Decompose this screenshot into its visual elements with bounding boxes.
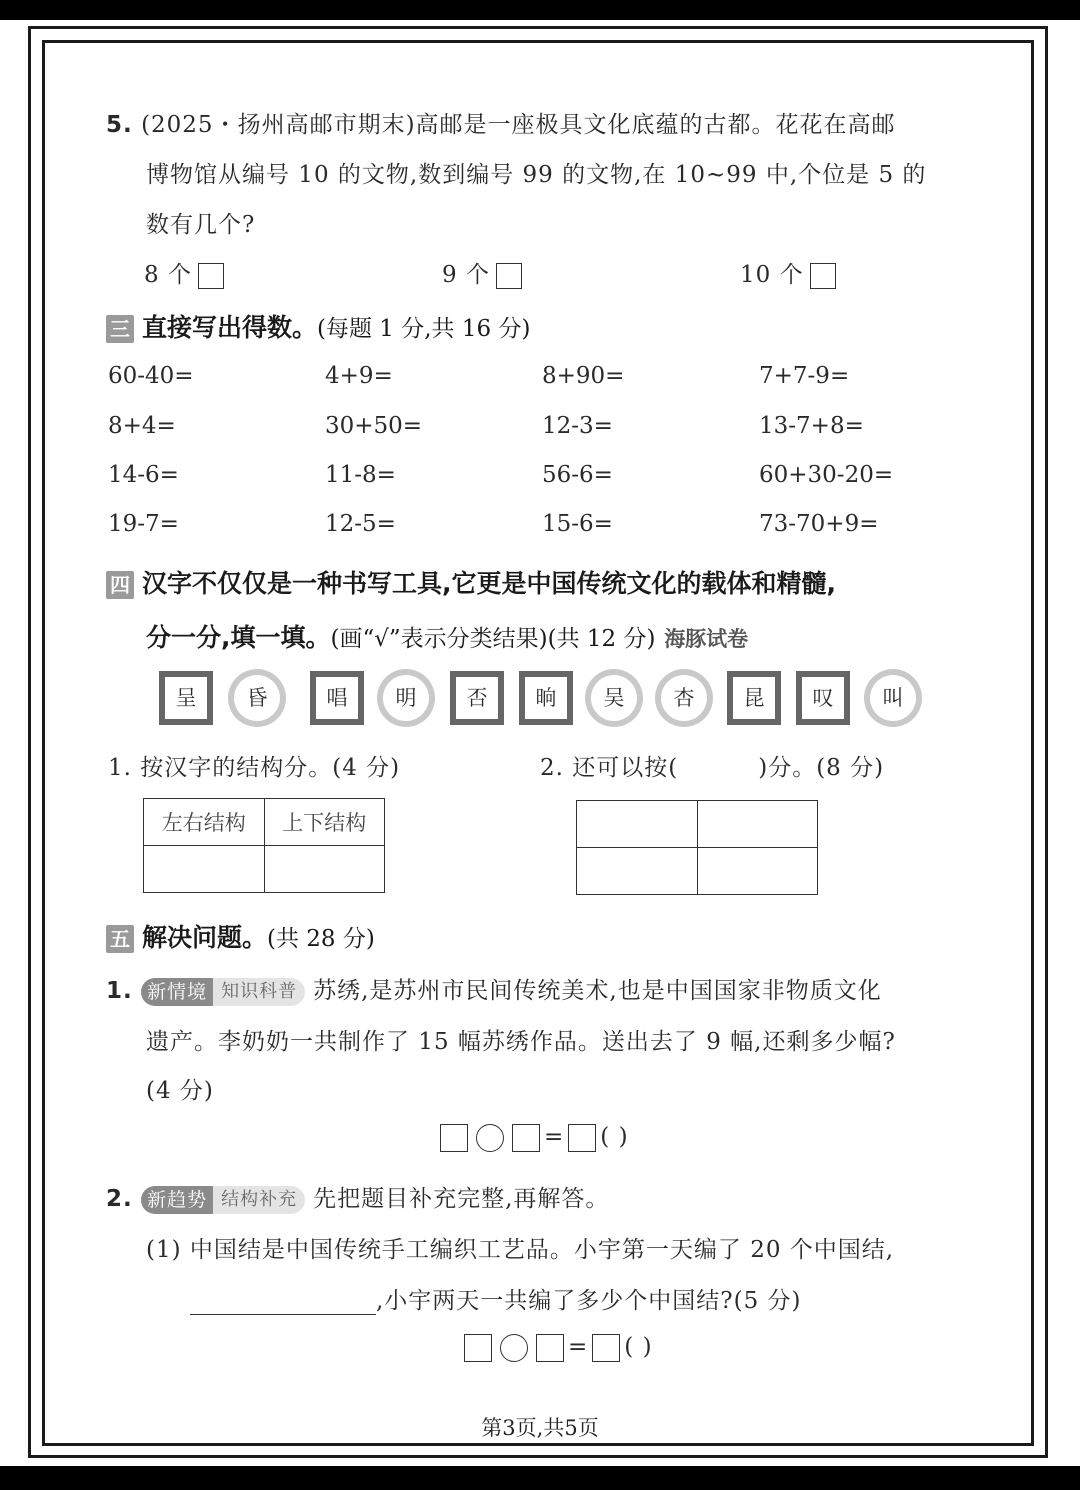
- custom-table-cell-3[interactable]: [577, 848, 698, 895]
- char-tile-4-label: 明: [383, 675, 429, 721]
- calc-r3c1: 14-6=: [108, 462, 179, 488]
- section4-note: (画“√”表示分类结果)(共 12 分): [330, 626, 656, 652]
- p1-tag-sub: 知识科普: [213, 978, 305, 1006]
- page-footer: 第3页,共5页: [481, 1416, 599, 1440]
- calc-r4c1: 19-7=: [108, 511, 179, 537]
- custom-table-cell-1[interactable]: [577, 801, 698, 848]
- p1-eq-box-1[interactable]: [440, 1124, 468, 1152]
- char-tile-6: [519, 671, 573, 725]
- calc-r2c4: 13-7+8=: [759, 413, 864, 439]
- q5-option-b-checkbox[interactable]: [496, 263, 522, 289]
- char-tile-2: [228, 669, 286, 727]
- calc-r1c1: 60-40=: [108, 363, 194, 389]
- p2-eq-box-2[interactable]: [536, 1334, 564, 1362]
- p1-number: 1.: [106, 978, 133, 1004]
- p1-line2: 遗产。李奶奶一共制作了 15 幅苏绣作品。送出去了 9 幅,还剩多少幅?: [146, 1029, 896, 1055]
- char-tile-5-label: 否: [456, 677, 498, 719]
- q5-option-a: [144, 256, 224, 289]
- p1-equation: [436, 1124, 629, 1152]
- p1-eq-box-2[interactable]: [512, 1124, 540, 1152]
- p2-eq-result-box[interactable]: [592, 1334, 620, 1362]
- char-tile-8: [655, 669, 713, 727]
- p2-eq-equals: =: [568, 1334, 589, 1360]
- p2-eq-unit[interactable]: ( ): [624, 1334, 653, 1360]
- table-cell-top-bottom[interactable]: [264, 846, 385, 893]
- section5-title: 解决问题。: [142, 923, 268, 952]
- p2-tag-main: 新趋势: [141, 1186, 213, 1214]
- p1-text-1: 苏绣,是苏州市民间传统美术,也是中国国家非物质文化: [313, 978, 882, 1004]
- section4-heading-line2: [146, 618, 748, 654]
- p2-eq-box-1[interactable]: [464, 1334, 492, 1362]
- q5-option-b: [442, 256, 522, 289]
- p1-eq-result-box[interactable]: [568, 1124, 596, 1152]
- p2-equation: [460, 1334, 653, 1362]
- calc-r1c2: 4+9=: [325, 363, 393, 389]
- char-tile-10: [796, 671, 850, 725]
- q5-option-a-label: 8 个: [144, 262, 192, 288]
- watermark-text: 海豚试卷: [664, 627, 749, 651]
- q5-line1: [106, 106, 896, 139]
- p1-line1: [106, 972, 882, 1006]
- calc-r3c3: 56-6=: [542, 462, 613, 488]
- char-tile-2-label: 昏: [234, 675, 280, 721]
- char-tile-7-label: 吴: [591, 675, 637, 721]
- table-header-top-bottom: 上下结构: [264, 799, 385, 846]
- q5-text-1: (2025・扬州高邮市期末)高邮是一座极具文化底蕴的古都。花花在高邮: [141, 112, 896, 138]
- top-border-bar: [0, 0, 1080, 20]
- p1-tag-main: 新情境: [141, 978, 213, 1006]
- calc-r2c2: 30+50=: [325, 413, 423, 439]
- char-tile-8-label: 杏: [661, 675, 707, 721]
- section3-heading: [106, 308, 530, 344]
- section3-icon: 三: [106, 315, 134, 343]
- char-tile-10-label: 叹: [802, 677, 844, 719]
- q5-line3: 数有几个?: [146, 212, 256, 238]
- char-tile-1: [159, 671, 213, 725]
- char-tile-3-label: 唱: [316, 677, 358, 719]
- section4-icon: 四: [106, 571, 134, 599]
- char-tile-4: [377, 669, 435, 727]
- p2-fill-blank[interactable]: [190, 1290, 376, 1315]
- table-header-left-right: 左右结构: [144, 799, 265, 846]
- q5-option-a-checkbox[interactable]: [198, 263, 224, 289]
- sec4-q2-suffix: )分。(8 分): [758, 755, 885, 781]
- char-tile-9-label: 昆: [733, 677, 775, 719]
- custom-table-cell-4[interactable]: [697, 848, 818, 895]
- section5-heading: [106, 918, 375, 954]
- section3-note: (每题 1 分,共 16 分): [317, 316, 531, 342]
- calc-r2c3: 12-3=: [542, 413, 613, 439]
- p2-sub1-line2: [190, 1282, 802, 1315]
- calc-r1c3: 8+90=: [542, 363, 625, 389]
- q5-option-c-label: 10 个: [740, 262, 804, 288]
- section4-title-line2: 分一分,填一填。: [146, 623, 331, 652]
- calc-r4c2: 12-5=: [325, 511, 396, 537]
- char-tile-9: [727, 671, 781, 725]
- p2-number: 2.: [106, 1186, 133, 1212]
- p2-intro: 先把题目补充完整,再解答。: [313, 1186, 610, 1212]
- calc-r3c2: 11-8=: [325, 462, 396, 488]
- p2-line1: [106, 1180, 609, 1214]
- section5-icon: 五: [106, 925, 134, 953]
- char-tile-6-label: 晌: [525, 677, 567, 719]
- p2-eq-operator-circle[interactable]: [500, 1334, 528, 1362]
- calc-r4c3: 15-6=: [542, 511, 613, 537]
- p1-eq-equals: =: [544, 1124, 565, 1150]
- sec4-q2-prefix: 2. 还可以按(: [540, 755, 679, 781]
- char-tile-5: [450, 671, 504, 725]
- q5-line2: 博物馆从编号 10 的文物,数到编号 99 的文物,在 10~99 中,个位是 5 的: [146, 162, 927, 188]
- section3-title: 直接写出得数。: [142, 313, 318, 342]
- char-tile-1-label: 呈: [165, 677, 207, 719]
- sec4-q1: 1. 按汉字的结构分。(4 分): [108, 755, 401, 781]
- char-tile-7: [585, 669, 643, 727]
- table-cell-left-right[interactable]: [144, 846, 265, 893]
- section5-note: (共 28 分): [267, 926, 375, 952]
- q5-option-c: [740, 256, 836, 289]
- p2-tag-sub: 结构补充: [213, 1186, 305, 1214]
- calc-r2c1: 8+4=: [108, 413, 176, 439]
- char-tile-11-label: 叫: [870, 675, 916, 721]
- calc-r1c4: 7+7-9=: [759, 363, 850, 389]
- calc-r3c4: 60+30-20=: [759, 462, 894, 488]
- p1-line3: (4 分): [146, 1078, 214, 1104]
- structure-table: [143, 798, 385, 893]
- section4-heading-line1: [106, 564, 836, 600]
- char-tile-11: [864, 669, 922, 727]
- q5-option-c-checkbox[interactable]: [810, 263, 836, 289]
- calc-r4c4: 73-70+9=: [759, 511, 879, 537]
- p1-eq-unit[interactable]: ( ): [600, 1124, 629, 1150]
- char-tile-3: [310, 671, 364, 725]
- p2-sub1-text-2: ,小宇两天一共编了多少个中国结?(5 分): [376, 1288, 802, 1314]
- p1-eq-operator-circle[interactable]: [476, 1124, 504, 1152]
- q5-number: 5.: [106, 112, 133, 138]
- sec4-q2: [540, 749, 884, 782]
- bottom-border-bar: [0, 1466, 1080, 1490]
- custom-table-cell-2[interactable]: [697, 801, 818, 848]
- q5-option-b-label: 9 个: [442, 262, 490, 288]
- section4-title-line1: 汉字不仅仅是一种书写工具,它更是中国传统文化的载体和精髓,: [142, 569, 836, 598]
- custom-category-table: [576, 800, 818, 895]
- p2-sub1-line1: (1) 中国结是中国传统手工编织工艺品。小宇第一天编了 20 个中国结,: [146, 1237, 895, 1263]
